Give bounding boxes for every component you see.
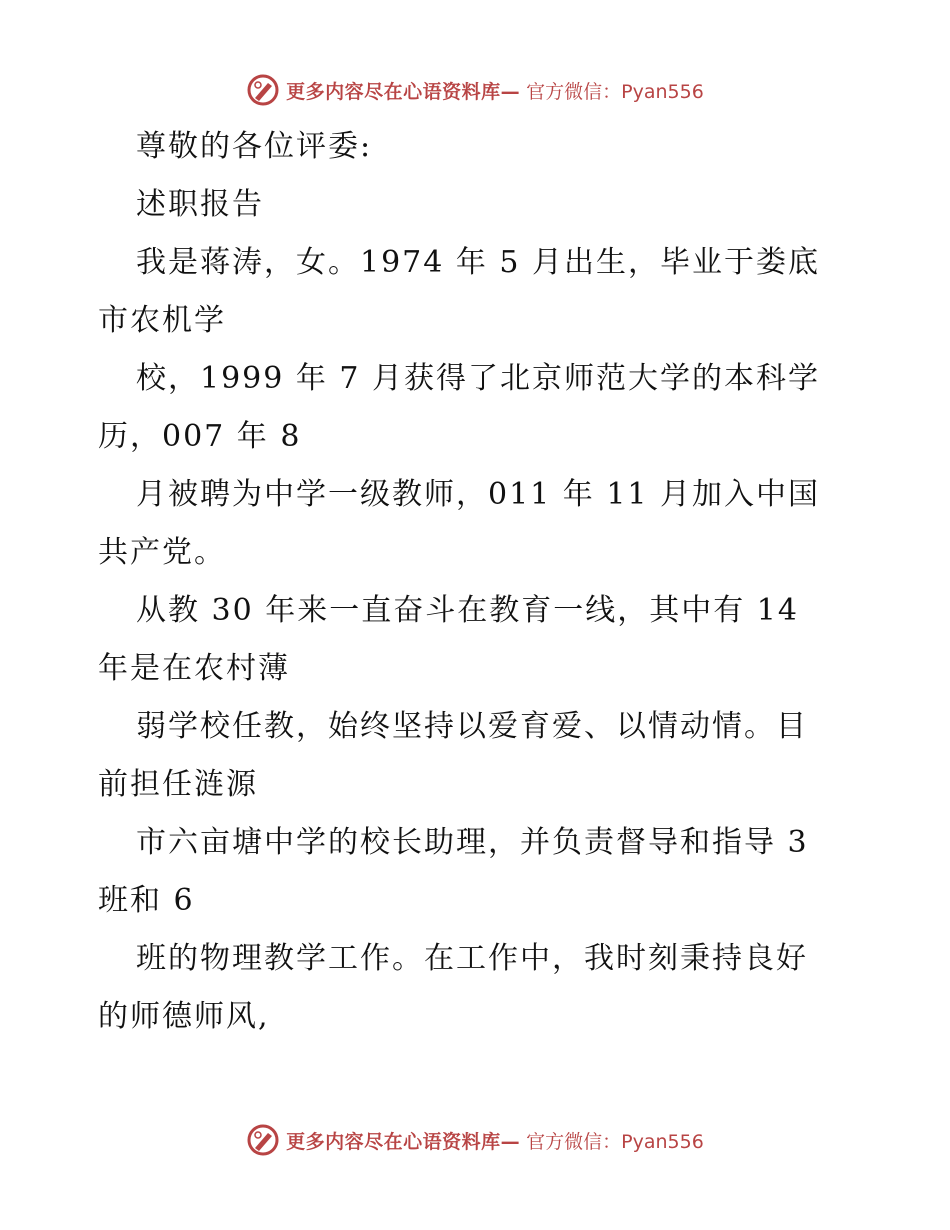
text-line: 年是在农村薄 <box>98 651 290 686</box>
text-line: 月被聘为中学一级教师，011 年 11 月加入中国 <box>136 477 821 512</box>
text-line: 前担任涟源 <box>98 767 258 802</box>
footer-watermark <box>0 1120 950 1160</box>
text-line: 从教 30 年来一直奋斗在教育一线，其中有 14 <box>136 593 799 628</box>
text-line: 我是蒋涛，女。1974 年 5 月出生，毕业于娄底 <box>136 245 821 280</box>
pen-logo-icon <box>246 1123 280 1157</box>
text-line: 共产党。 <box>98 535 226 570</box>
text-line: 历，007 年 8 <box>98 419 302 454</box>
text-line: 市农机学 <box>98 303 226 338</box>
header-watermark <box>0 70 950 110</box>
text-line: 班和 6 <box>98 883 195 918</box>
document-body <box>98 118 850 1046</box>
text-line: 班的物理教学工作。在工作中，我时刻秉持良好 <box>136 941 808 976</box>
pen-logo-icon <box>246 73 280 107</box>
text-line: 弱学校任教，始终坚持以爱育爱、以情动情。目 <box>136 709 808 744</box>
watermark-contact: 官方微信：Pyan556 <box>526 1130 704 1153</box>
text-line: 尊敬的各位评委: <box>136 129 373 164</box>
watermark-text: 更多内容尽在心语资料库— <box>286 80 521 103</box>
text-line: 校，1999 年 7 月获得了北京师范大学的本科学 <box>136 361 821 396</box>
watermark-text: 更多内容尽在心语资料库— <box>286 1130 521 1153</box>
watermark-contact: 官方微信：Pyan556 <box>526 80 704 103</box>
document-title: 述职报告 <box>136 187 264 222</box>
text-line: 的师德师风, <box>98 999 270 1034</box>
text-line: 市六亩塘中学的校长助理，并负责督导和指导 3 <box>136 825 809 860</box>
